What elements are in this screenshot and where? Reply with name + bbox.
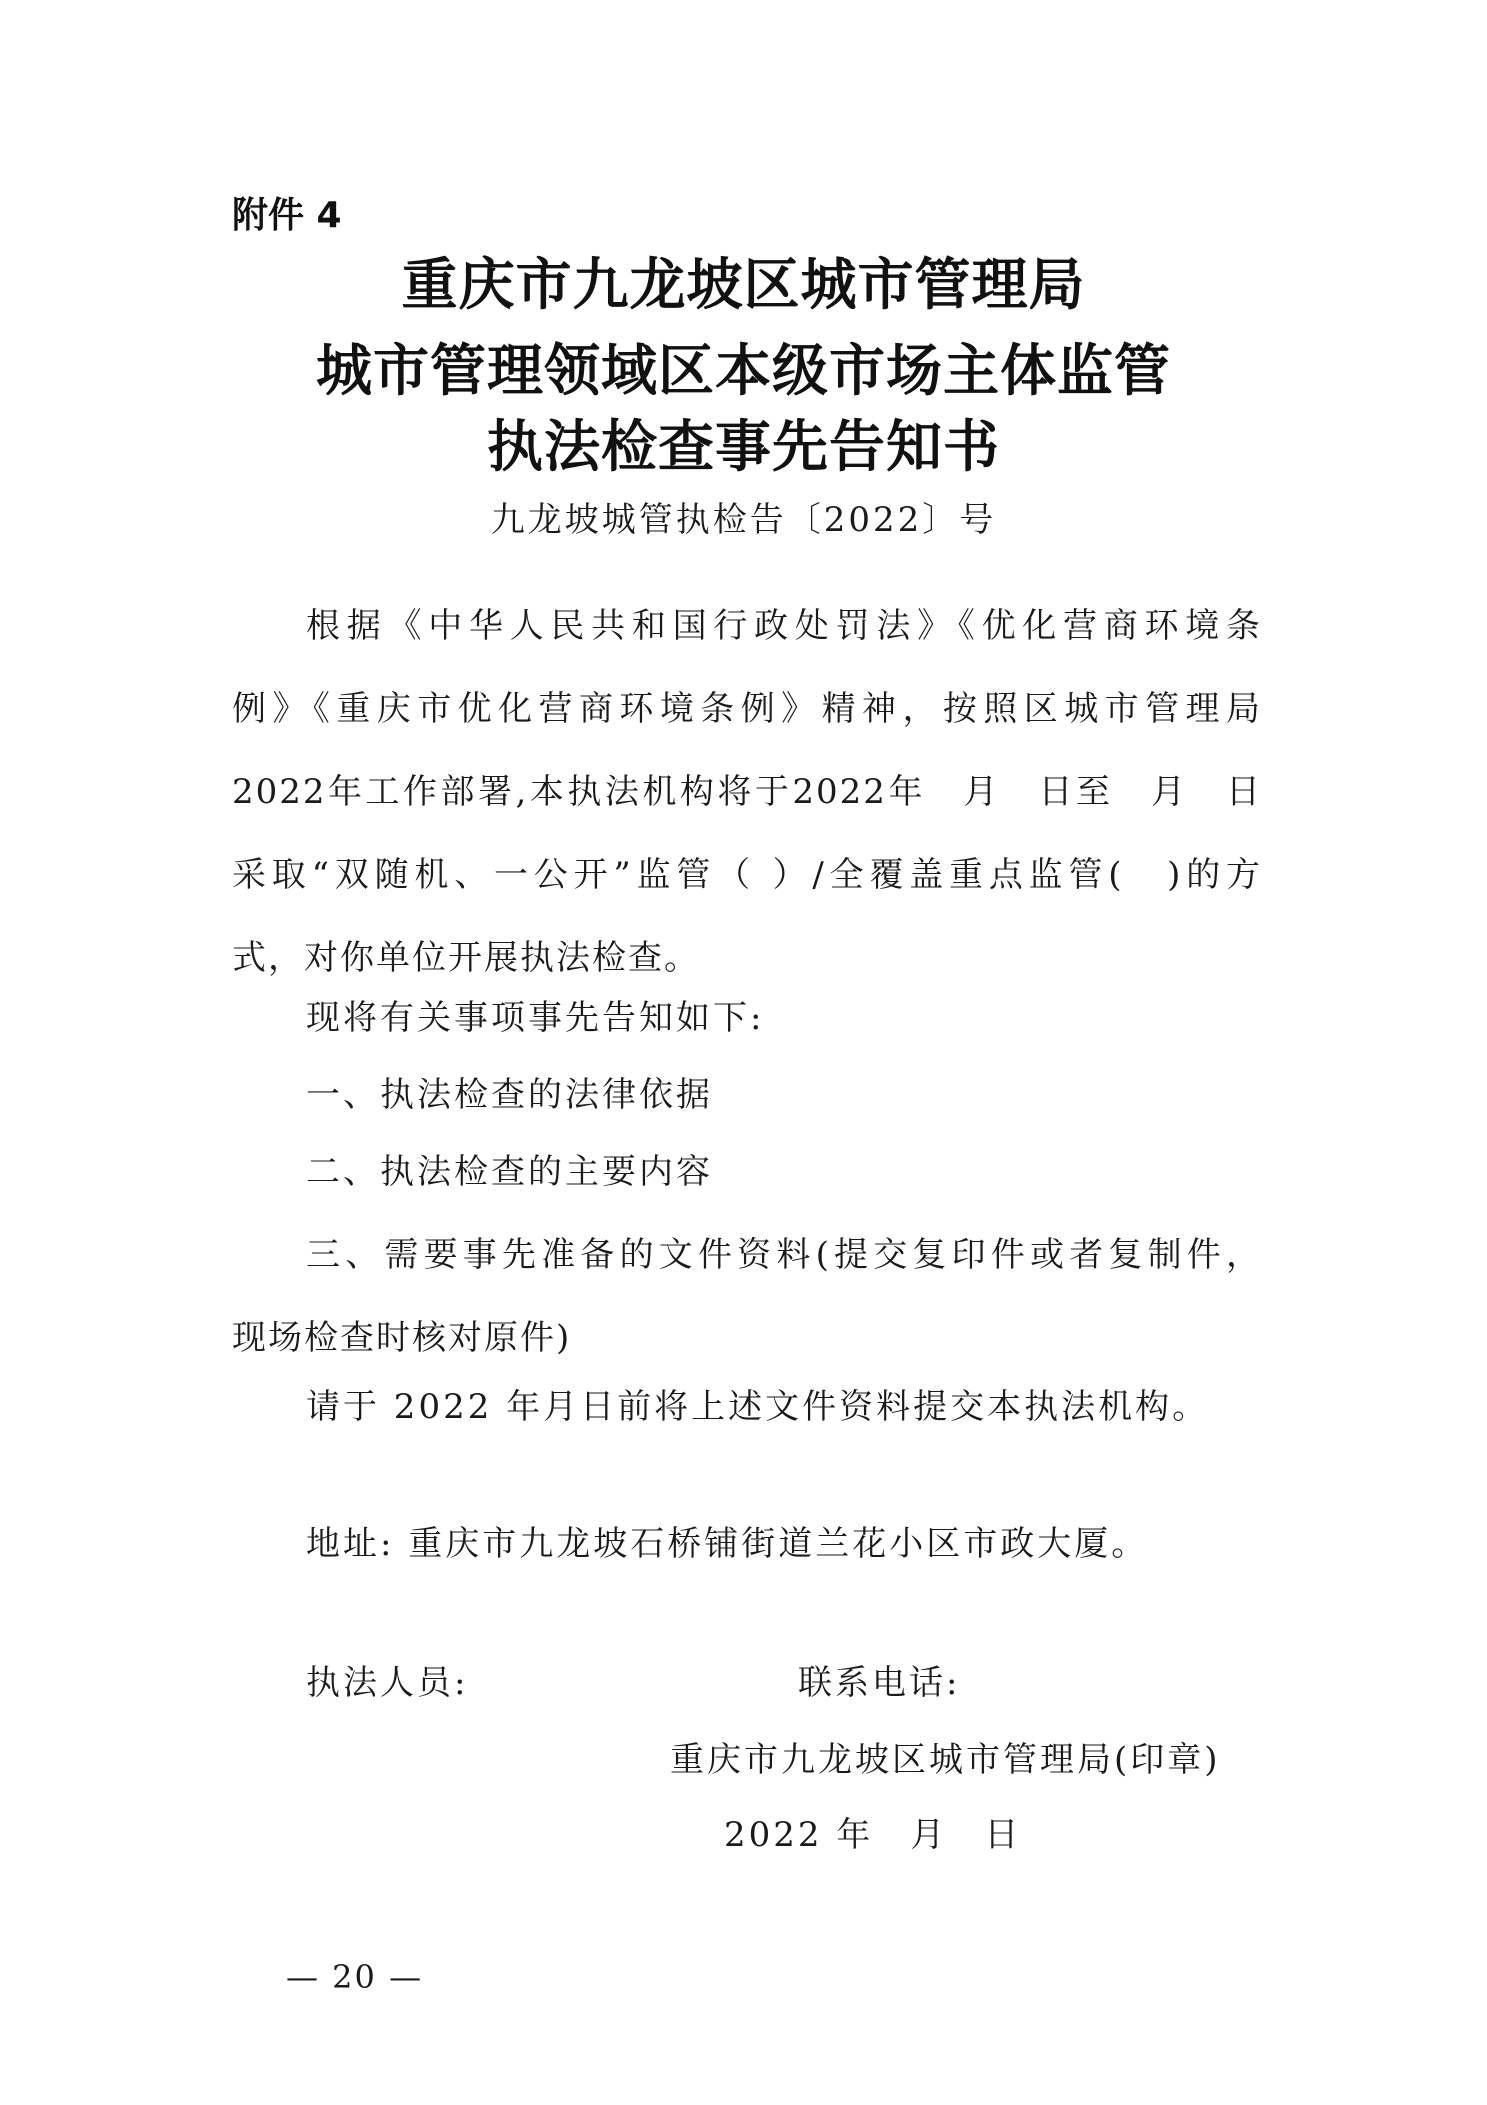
item-3-line-1: 三、需要事先准备的文件资料(提交复印件或者复制件， (306, 1235, 1262, 1275)
issuer-signature: 重庆市九龙坡区城市管理局(印章) (670, 1740, 1221, 1780)
item-2: 二、执法检查的主要内容 (306, 1152, 713, 1192)
phone-label: 联系电话: (798, 1663, 961, 1703)
paragraph-1-line-4: 采取“双随机、一公开”监管（ ）/全覆盖重点监管( )的方 (232, 855, 1262, 895)
paragraph-1-line-1: 根据《中华人民共和国行政处罚法》《优化营商环境条 (306, 606, 1262, 646)
address-text: 地址: 重庆市九龙坡石桥铺街道兰花小区市政大厦。 (306, 1524, 1149, 1564)
document-number: 九龙坡城管执检告〔2022〕号 (490, 500, 997, 540)
title-line-1: 重庆市九龙坡区城市管理局 (401, 252, 1086, 318)
item-1: 一、执法检查的法律依据 (306, 1075, 713, 1115)
deadline-text: 请于 2022 年月日前将上述文件资料提交本执法机构。 (306, 1387, 1210, 1427)
page-number: — 20 — (286, 1958, 424, 1996)
title-line-2: 城市管理领域区本级市场主体监管 (316, 338, 1171, 404)
item-3-line-2: 现场检查时核对原件) (232, 1318, 572, 1358)
attachment-label: 附件 4 (232, 195, 342, 236)
paragraph-1-line-5: 式，对你单位开展执法检查。 (232, 938, 700, 978)
issue-date: 2022 年 月 日 (724, 1815, 1022, 1855)
officer-label: 执法人员: (306, 1663, 469, 1703)
paragraph-1-line-3: 2022年工作部署,本执法机构将于2022年 月 日至 月 日 (232, 772, 1262, 812)
paragraph-2: 现将有关事项事先告知如下: (306, 998, 765, 1038)
paragraph-1-line-2: 例》《重庆市优化营商环境条例》精神，按照区城市管理局 (232, 689, 1262, 729)
title-line-3: 执法检查事先告知书 (487, 414, 1000, 480)
